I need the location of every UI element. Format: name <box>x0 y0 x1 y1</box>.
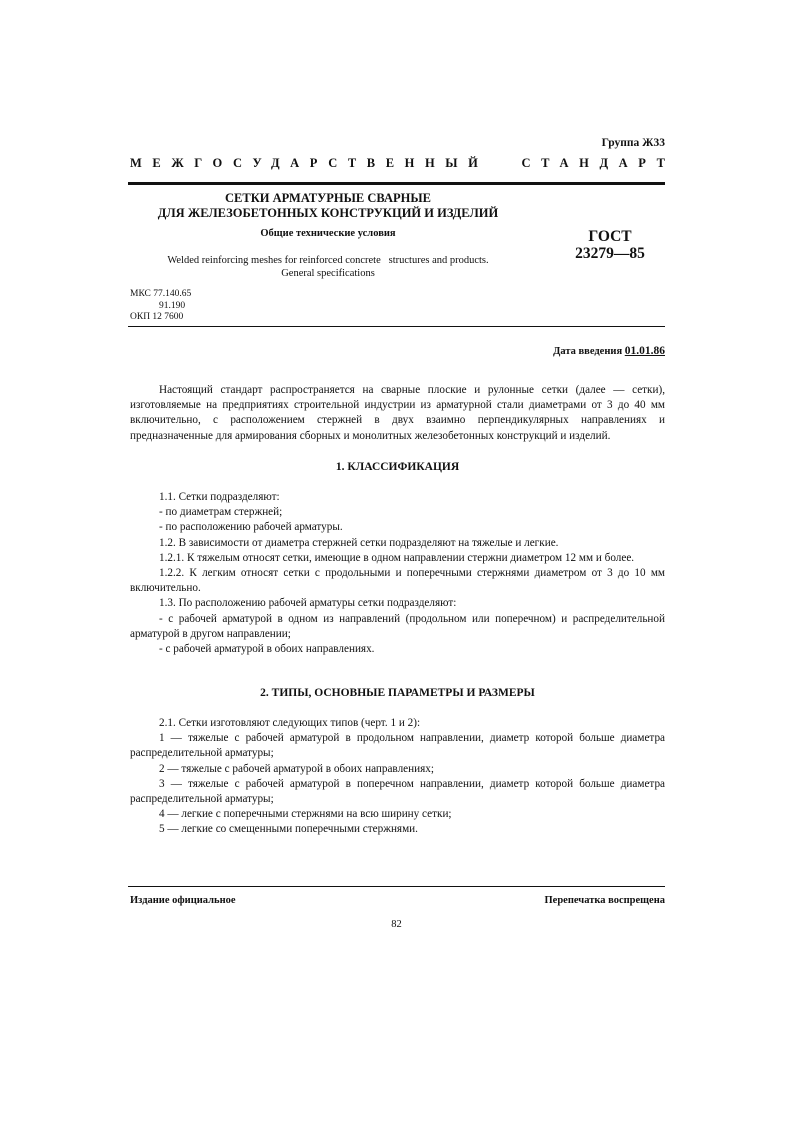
clause-1-2: 1.2. В зависимости от диаметра стержней сетки подразделяют на тяжелые и легкие. <box>159 536 559 549</box>
standard-banner <box>130 156 676 171</box>
mesh-type-2: 2 — тяжелые с рабочей арматурой в обоих направлениях; <box>159 762 434 775</box>
title-line-2: ДЛЯ ЖЕЛЕЗОБЕТОННЫХ КОНСТРУКЦИЙ И ИЗДЕЛИЙ <box>157 206 499 220</box>
clause-1-1-item-a: - по диаметрам стержней; <box>159 506 283 519</box>
page-number: 82 <box>391 919 402 930</box>
clause-1-3-item-b: - с рабочей арматурой в обоих направлениях. <box>159 643 375 656</box>
document-subtitle: Общие технические условия <box>260 228 396 239</box>
section-1-body <box>130 490 665 657</box>
clause-1-3-item-a: - с рабочей арматурой в одном из направлений (продольном или поперечном) и распределительной арматурой в другом направлении; <box>130 612 665 640</box>
footer-official-edition: Издание официальное <box>130 895 236 906</box>
group-label: Группа Ж33 <box>601 137 665 149</box>
clause-1-1: 1.1. Сетки подразделяют: <box>159 491 280 503</box>
mks-code-1: МКС 77.140.65 <box>130 289 192 299</box>
intro-date <box>553 345 665 357</box>
intro-paragraph: Настоящий стандарт распространяется на сварные плоские и рулонные сетки (далее — сетки), изготовляемые на предприятиях строительной индустрии из арматурной стали диаметрами от 3 до 40 мм включительно, с расположением стержней в двух взаимно перпендикулярных направлениях и предназначенные для армирования сборных и монолитных железобетонных конструкций и изделий. <box>130 384 665 442</box>
document-title <box>128 191 528 221</box>
banner-word-interstate: МЕЖГОСУДАРСТВЕННЫЙ <box>130 156 489 170</box>
mesh-type-3: 3 — тяжелые с рабочей арматурой в поперечном направлении, диаметр которой больше диаметра распределительной арматуры; <box>130 777 665 806</box>
clause-1-3: 1.3. По расположению рабочей арматуры сетки подразделяют: <box>159 597 457 610</box>
mesh-type-5: 5 — легкие со смещенными поперечными стержнями. <box>159 823 418 836</box>
gost-number: 23279—85 <box>575 245 645 262</box>
gost-designation <box>560 228 660 262</box>
classification-codes <box>130 289 191 324</box>
okp-code: ОКП 12 7600 <box>130 312 184 322</box>
mesh-type-4: 4 — легкие с поперечными стержнями на всю ширину сетки; <box>159 808 452 821</box>
gost-label: ГОСТ <box>588 228 632 245</box>
clause-1-2-2: 1.2.2. К легким относят сетки с продольными и поперечными стержнями диаметром от 3 до 10 мм включительно. <box>130 567 665 595</box>
intro-date-label: Дата введения <box>553 346 623 357</box>
english-title-line-1: Welded reinforcing meshes for reinforced concrete structures and products. <box>167 255 489 266</box>
section-2-heading: 2. ТИПЫ, ОСНОВНЫЕ ПАРАМЕТРЫ И РАЗМЕРЫ <box>260 687 535 699</box>
footer-rule <box>128 886 665 887</box>
intro-date-value: 01.01.86 <box>624 345 665 357</box>
section-1-heading: 1. КЛАССИФИКАЦИЯ <box>335 461 460 473</box>
mks-code-2: 91.190 <box>159 300 186 311</box>
intro-section <box>130 383 665 444</box>
mesh-type-1: 1 — тяжелые с рабочей арматурой в продольном направлении, диаметр которой больше диаметра распределительной арматуры; <box>130 732 665 760</box>
clause-1-1-item-b: - по расположению рабочей арматуры. <box>159 521 343 534</box>
header-rule <box>128 182 665 185</box>
section-2-body <box>130 716 665 838</box>
english-title-line-2: General specifications <box>281 268 375 279</box>
footer-reprint-prohibited: Перепечатка воспрещена <box>544 895 665 906</box>
title-line-1: СЕТКИ АРМАТУРНЫЕ СВАРНЫЕ <box>225 191 431 205</box>
codes-rule <box>128 326 665 327</box>
clause-2-1: 2.1. Сетки изготовляют следующих типов (черт. 1 и 2): <box>159 717 421 729</box>
clause-1-2-1: 1.2.1. К тяжелым относят сетки, имеющие в одном направлении стержни диаметром 12 мм и более. <box>159 551 635 564</box>
banner-word-standard: СТАНДАРТ <box>521 156 676 170</box>
english-title <box>128 254 528 280</box>
